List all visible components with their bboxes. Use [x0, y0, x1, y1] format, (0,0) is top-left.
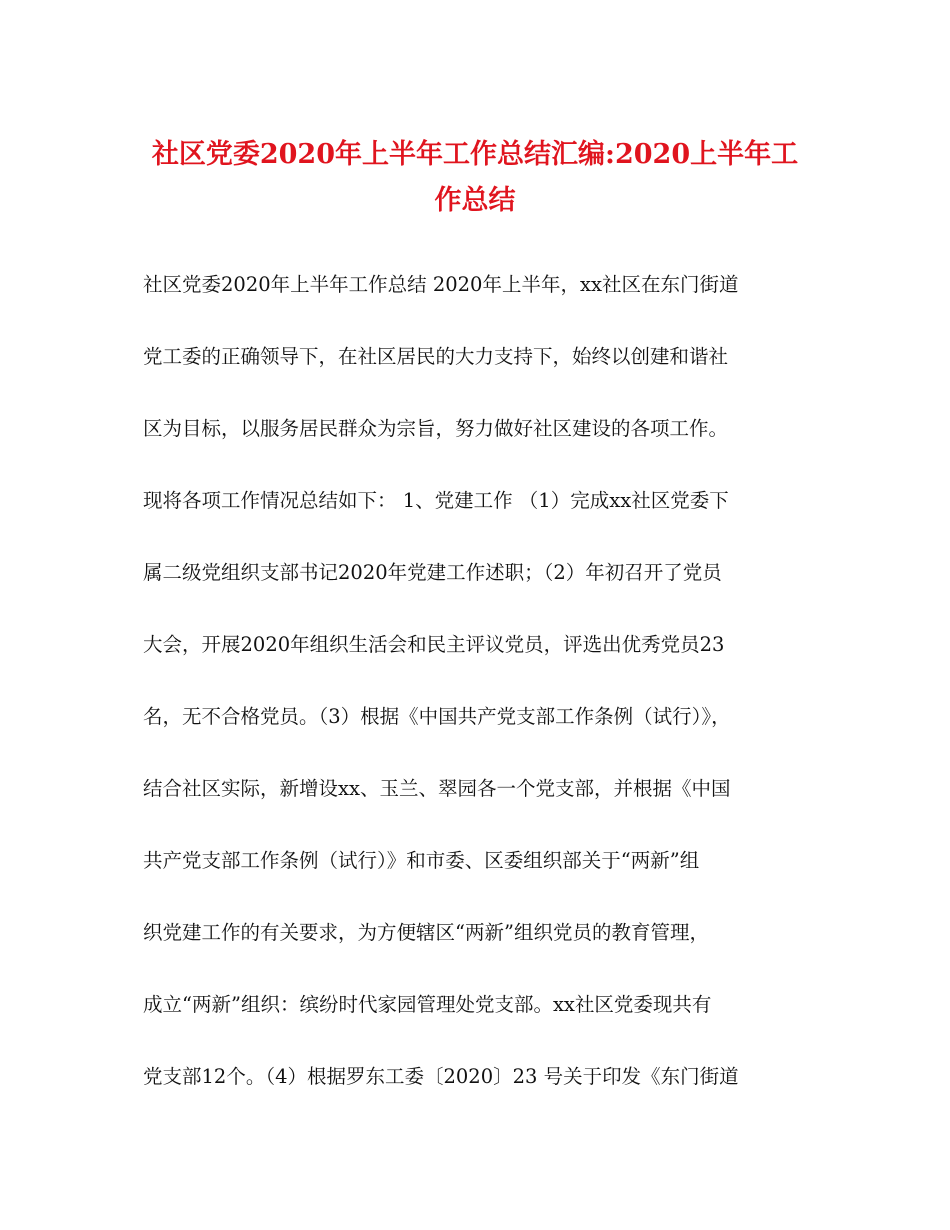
document-title-line-1: 社区党委2020年上半年工作总结汇编:2020上半年工 — [151, 139, 799, 170]
body-text-line-4: 现将各项工作情况总结如下： 1、党建工作 （1）完成xx社区党委下 — [143, 489, 729, 512]
document-title-line-2: 作总结 — [434, 185, 516, 216]
body-text-line-2: 党工委的正确领导下，在社区居民的大力支持下，始终以创建和谐社 — [143, 345, 729, 368]
body-text-line-9: 共产党支部工作条例（试行）》和市委、区委组织部关于“两新”组 — [143, 849, 700, 872]
body-text-line-5: 属二级党组织支部书记2020年党建工作述职；（2）年初召开了党员 — [143, 561, 722, 584]
body-text-line-10: 织党建工作的有关要求，为方便辖区“两新”组织党员的教育管理， — [143, 921, 709, 944]
body-text-line-7: 名，无不合格党员。（3）根据《中国共产党支部工作条例（试行）》， — [143, 705, 731, 728]
body-text-line-8: 结合社区实际，新增设xx、玉兰、翠园各一个党支部，并根据《中国 — [143, 777, 731, 800]
body-text-line-1: 社区党委2020年上半年工作总结 2020年上半年，xx社区在东门街道 — [143, 273, 739, 296]
body-text-line-3: 区为目标，以服务居民群众为宗旨，努力做好社区建设的各项工作。 — [143, 417, 729, 440]
body-text-line-6: 大会，开展2020年组织生活会和民主评议党员，评选出优秀党员23 — [143, 633, 725, 656]
body-text-line-12: 党支部12个。（4）根据罗东工委〔2020〕23 号关于印发《东门街道 — [143, 1065, 739, 1088]
body-text-line-11: 成立“两新”组织：缤纷时代家园管理处党支部。xx社区党委现共有 — [143, 993, 712, 1016]
